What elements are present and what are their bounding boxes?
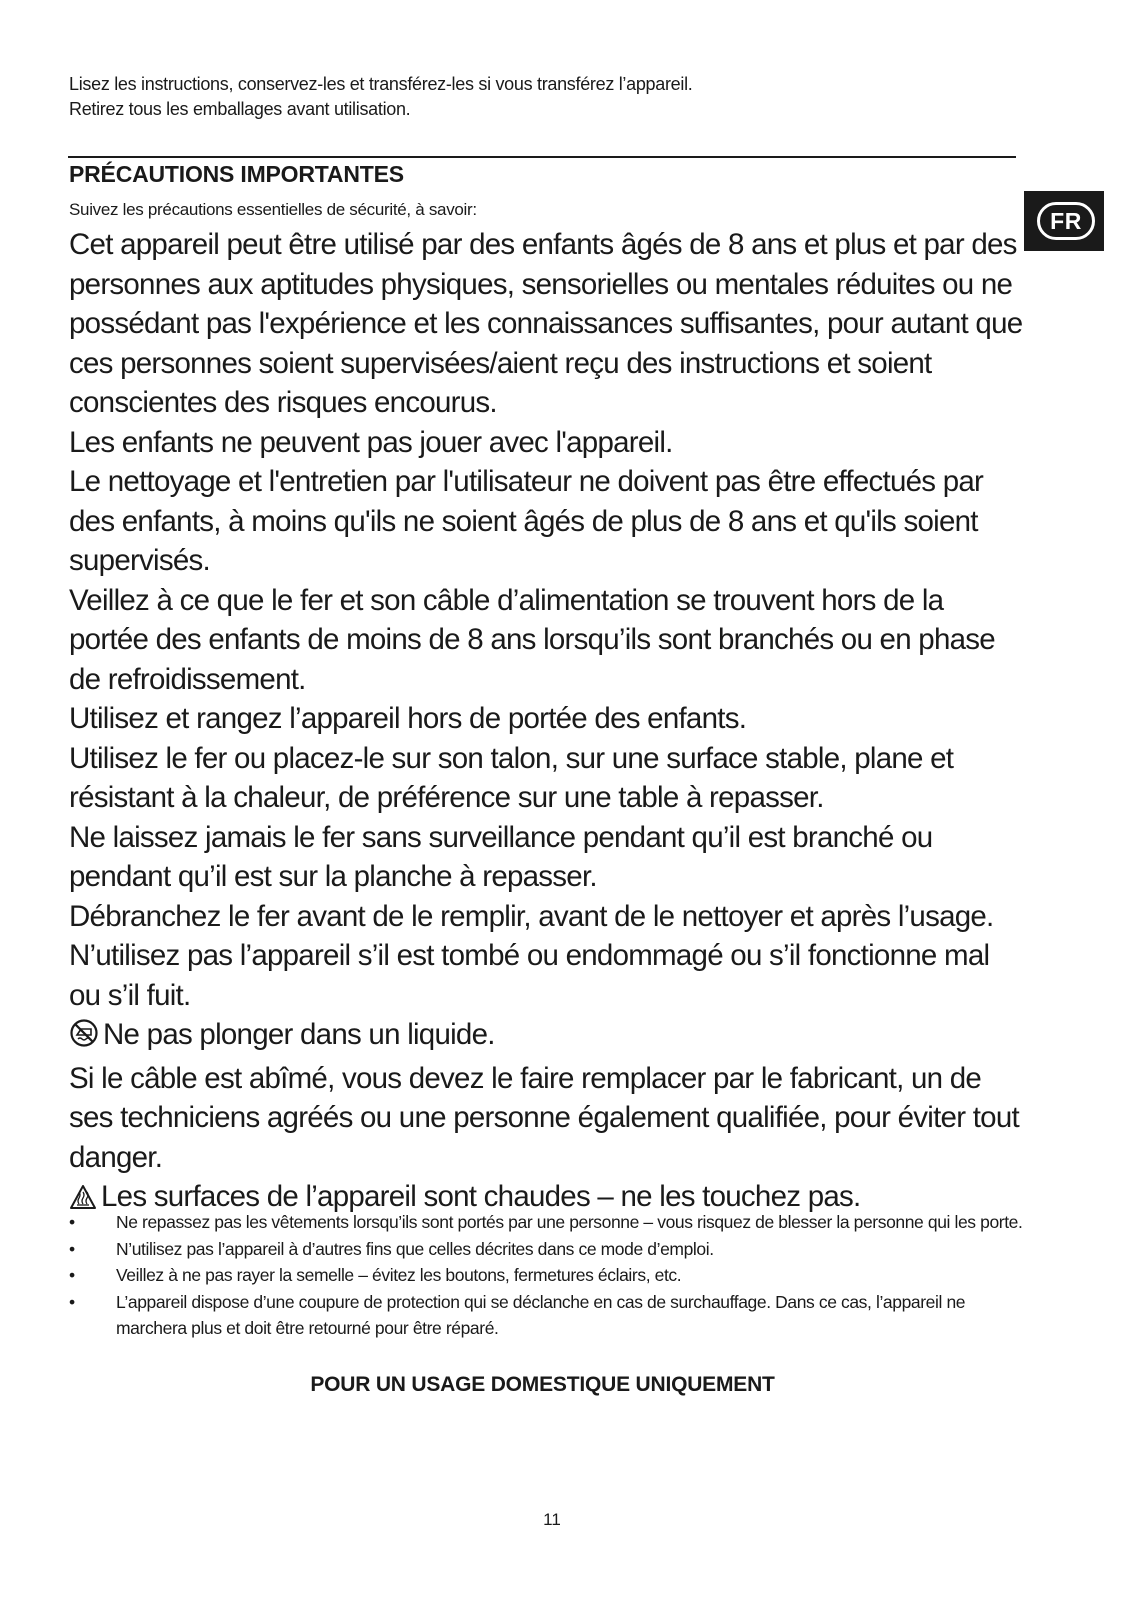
bullet-marker: • xyxy=(69,1291,75,1312)
precaution-item: Débranchez le fer avant de le remplir, avant de le nettoyer et après l’usage. xyxy=(69,899,994,933)
precaution-item: Les enfants ne peuvent pas jouer avec l'appareil. xyxy=(69,425,673,459)
precaution-item: Utilisez et rangez l’appareil hors de portée des enfants. xyxy=(69,702,747,735)
bullet-text: L’appareil dispose d’une coupure de protection qui se déclanche en cas de surchauffage. Dans ce cas, l’appareil ne marchera plus et doit être retourné pour être réparé. xyxy=(116,1291,966,1338)
precaution-item: Veillez à ce que le fer et son câble d’alimentation se trouvent hors de la portée des enfants de moins de 8 ans lorsqu’ils sont branchés ou en phase de refroidissement. xyxy=(69,583,995,696)
language-badge: FR xyxy=(1037,202,1095,240)
page-number: 11 xyxy=(543,1510,561,1529)
intro-line: Retirez tous les emballages avant utilisation. xyxy=(69,99,411,119)
section-heading: PRÉCAUTIONS IMPORTANTES xyxy=(69,161,404,187)
bullet-marker: • xyxy=(69,1265,75,1285)
section-divider xyxy=(68,156,1016,158)
bullet-text: Veillez à ne pas rayer la semelle – évitez les boutons, fermetures éclairs, etc. xyxy=(116,1265,682,1285)
section-subheading: Suivez les précautions essentielles de sécurité, à savoir: xyxy=(69,200,477,219)
precaution-item: Cet appareil peut être utilisé par des enfants âgés de 8 ans et plus et par des personnes aux aptitudes physiques, sensorielles ou mentales réduites ou ne possédant pas l'expérience et les connaissances suffisantes, pour autant que ces personnes soient supervisées/aient reçu des instructions et soient conscientes des risques encourus. xyxy=(69,228,1023,419)
intro-line: Lisez les instructions, conservez-les et transférez-les si vous transférez l’appareil. xyxy=(69,74,693,94)
precaution-text: Ne pas plonger dans un liquide. xyxy=(103,1018,495,1051)
domestic-use-notice: POUR UN USAGE DOMESTIQUE UNIQUEMENT xyxy=(310,1373,775,1396)
precaution-item: Ne laissez jamais le fer sans surveillance pendant qu’il est branché ou pendant qu’il est sur la planche à repasser. xyxy=(69,820,933,893)
bullet-list xyxy=(69,1209,1029,1342)
bullet-marker: • xyxy=(69,1212,75,1232)
precaution-item: Utilisez le fer ou placez-le sur son talon, sur une surface stable, plane et résistant à la chaleur, de préférence sur une table à repasser. xyxy=(69,741,954,814)
precaution-item-with-icon xyxy=(69,1015,1027,1059)
precaution-item: Le nettoyage et l'entretien par l'utilisateur ne doivent pas être effectués par des enfants, à moins qu'ils ne soient âgés de plus de 8 ans et qu'ils soient supervisés. xyxy=(69,465,984,577)
precaution-text: Les surfaces de l’appareil sont chaudes – ne les touchez pas. xyxy=(101,1180,861,1213)
bullet-item xyxy=(69,1262,1029,1289)
intro-text xyxy=(69,72,1029,122)
bullet-text: N’utilisez pas l’appareil à d’autres fins que celles décrites dans ce mode d’emploi. xyxy=(116,1238,714,1259)
bullet-item xyxy=(69,1209,1029,1236)
precaution-item: N’utilisez pas l’appareil s’il est tombé ou endommagé ou s’il fonctionne mal ou s’il fuit. xyxy=(69,939,990,1012)
bullet-text: Ne repassez pas les vêtements lorsqu’ils sont portés par une personne – vous risquez de blesser la personne qui les porte. xyxy=(116,1212,1023,1232)
language-tab xyxy=(1024,191,1104,251)
precaution-item: Si le câble est abîmé, vous devez le faire remplacer par le fabricant, un de ses techniciens agréés ou une personne également qualifiée, pour éviter tout danger. xyxy=(69,1061,1019,1174)
precautions-list xyxy=(69,225,1027,1221)
bullet-item xyxy=(69,1289,1029,1342)
bullet-item xyxy=(69,1236,1029,1263)
bullet-marker: • xyxy=(69,1238,75,1259)
no-immersion-icon xyxy=(69,1018,99,1059)
